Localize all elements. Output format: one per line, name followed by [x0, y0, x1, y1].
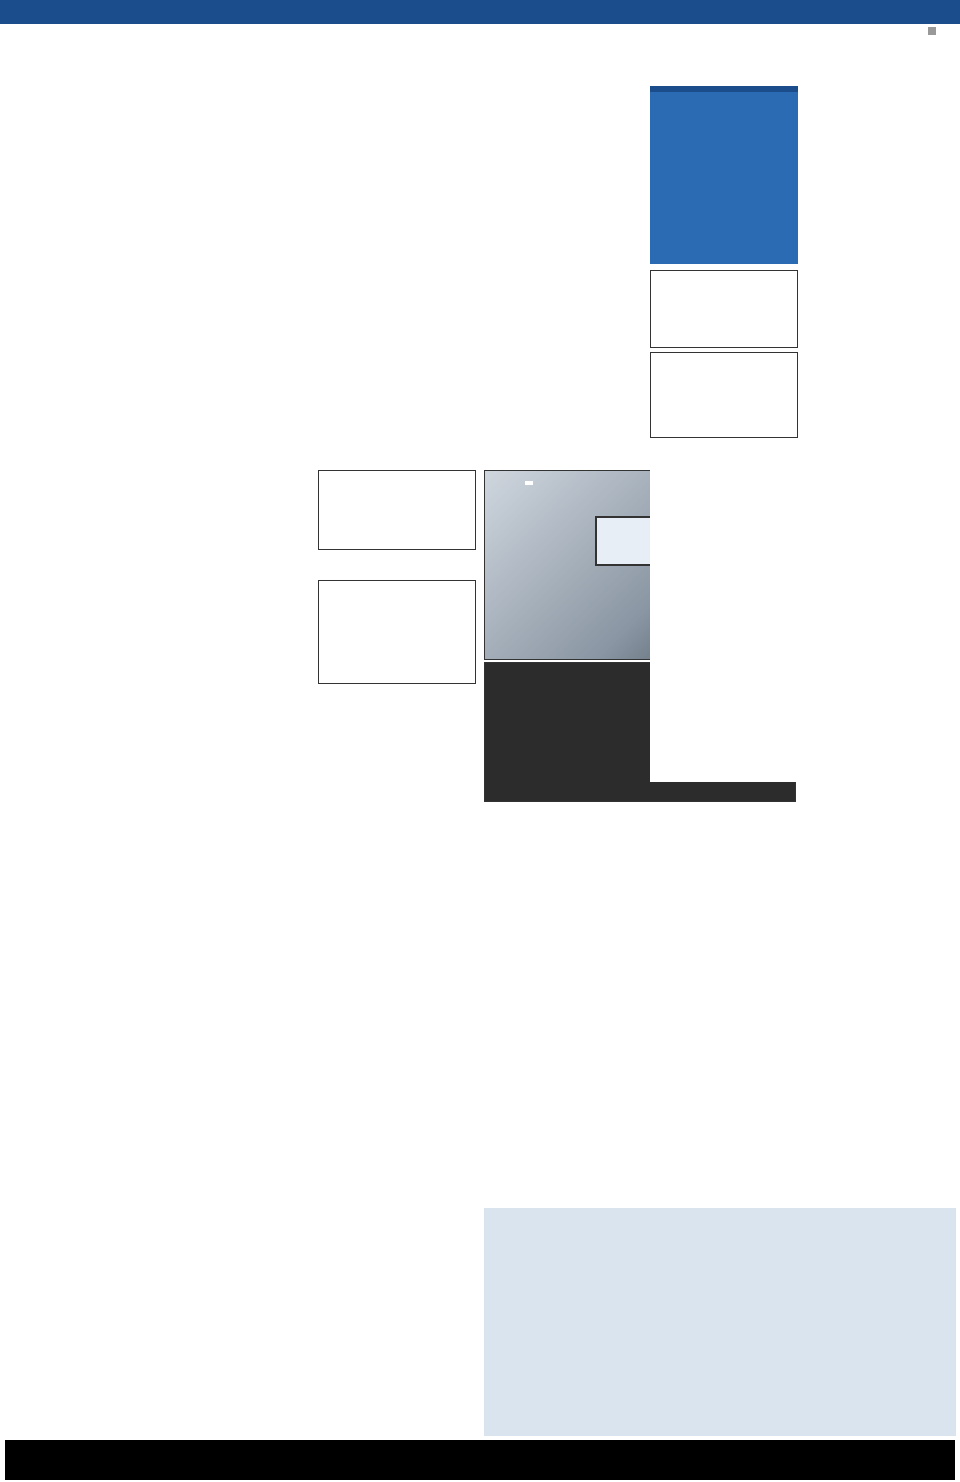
column-4	[484, 72, 644, 402]
gerinctorna-ad	[650, 352, 798, 438]
square-icon	[928, 27, 936, 35]
column-3	[318, 72, 476, 1437]
page-header-bar	[0, 0, 960, 24]
footer-banner	[5, 1440, 955, 1480]
tecnocasa-ad	[484, 1208, 956, 1436]
farkasreten-ad	[650, 440, 956, 782]
column-5	[807, 72, 957, 452]
szt-marton-ad	[650, 808, 956, 1200]
hegyvidek-logo	[650, 86, 798, 92]
self-service-label	[525, 481, 533, 485]
column-2	[160, 72, 308, 1437]
fizioterapia-ad	[650, 270, 798, 348]
header-sub	[916, 27, 948, 35]
zsolnay-ad	[318, 470, 476, 550]
column-1	[3, 72, 149, 1437]
nyilt-napok-ad	[484, 810, 644, 1200]
heber-galeria-ad	[318, 580, 476, 684]
hegyvidek-promo-ad	[650, 86, 798, 264]
